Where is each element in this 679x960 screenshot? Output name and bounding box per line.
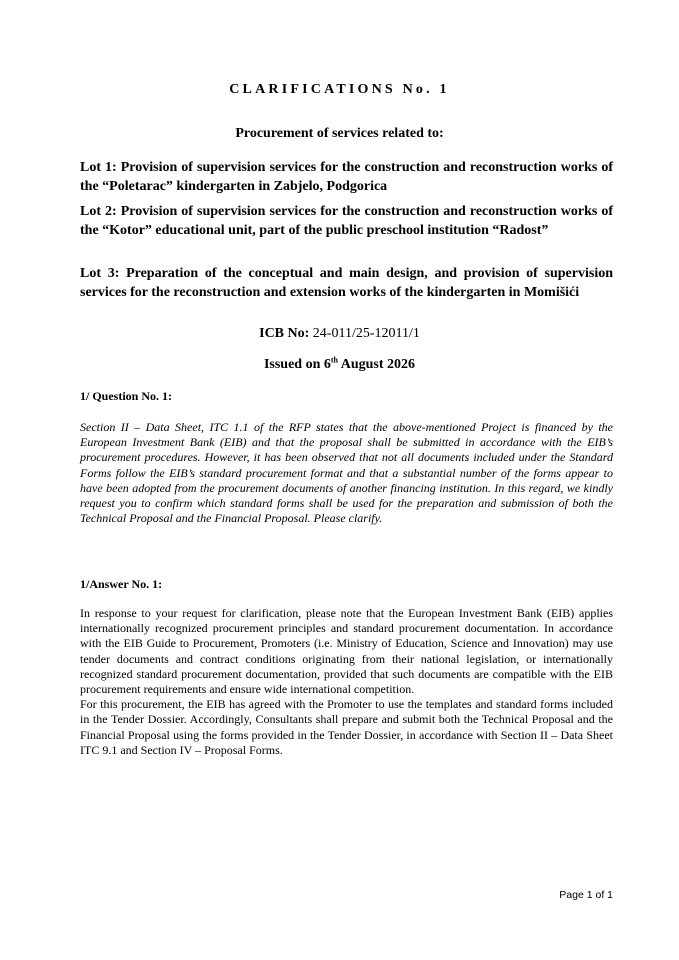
lot-1-description: Lot 1: Provision of supervision services for the construction and reconstruction works of the “Poletarac” kindergarten in Zabjelo, Podgorica [80,160,613,194]
document-subtitle: Procurement of services related to: [235,126,444,141]
question-heading: 1/ Question No. 1: [80,389,173,403]
answer-body [80,606,613,758]
question-text: Section II – Data Sheet, ITC 1.1 of the RFP states that the above-mentioned Project is financed by the European Investment Bank (EIB) and that the proposal shall be submitted in accordance with the EIB’s procurement procedures. However, it has been observed that not all documents included under the Standard Forms follow the EIB’s standard procurement format and that a substantial number of the forms appear to have been adopted from the procurement documents of another financing institution. In this regard, we kindly request you to confirm which standard forms shall be used for the preparation and submission of both the Technical Proposal and the Financial Proposal. Please clarify. [80,420,613,526]
icb-number [0,326,679,342]
lot-2-description: Lot 2: Provision of supervision services for the construction and reconstruction works of the “Kotor” educational unit, part of the public preschool institution “Radost” [80,204,613,238]
page-number: Page 1 of 1 [559,889,613,901]
icb-label: ICB No: [259,326,310,341]
answer-heading: 1/Answer No. 1: [80,577,163,591]
icb-value: 24-011/25-12011/1 [312,326,420,341]
lot-3-description: Lot 3: Preparation of the conceptual and main design, and provision of supervision services for the reconstruction and extension works of the kindergarten in Momišići [80,266,613,300]
issue-date [0,357,679,373]
document-title: CLARIFICATIONS No. 1 [229,82,450,97]
issue-date-suffix: August 2026 [338,357,416,372]
issue-date-superscript: th [330,355,338,365]
issue-date-prefix: Issued on 6 [263,357,331,372]
answer-paragraph: In response to your request for clarification, please note that the European Investment Bank (EIB) applies internationally recognized procurement principles and standard procurement documentation. In accordance with the EIB Guide to Procurement, Promoters (i.e. Ministry of Education, Science and Innovation) may use tender documents and contract conditions originating from their national legislation, or internationally recognized standard procurement documentation, provided that such documents are compatible with the EIB procurement requirements and ensure wide international competition. [80,606,613,697]
answer-paragraph: For this procurement, the EIB has agreed with the Promoter to use the templates and standard forms included in the Tender Dossier. Accordingly, Consultants shall prepare and submit both the Technical Proposal and the Financial Proposal using the forms provided in the Tender Dossier, in accordance with Section II – Data Sheet ITC 9.1 and Section IV – Proposal Forms. [80,697,613,757]
